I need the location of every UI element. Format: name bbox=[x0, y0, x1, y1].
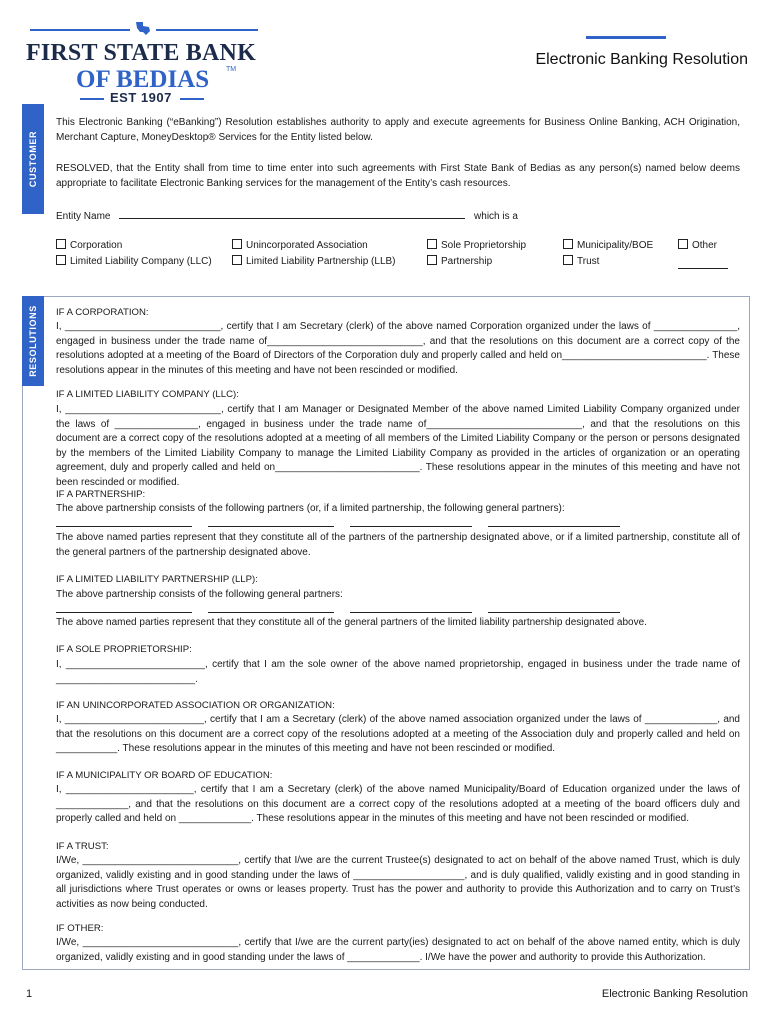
checkbox-sole-proprietorship[interactable]: Sole Proprietorship bbox=[427, 238, 526, 253]
bank-logo bbox=[22, 16, 267, 108]
page-number: 1 bbox=[26, 988, 33, 1000]
partner-field[interactable] bbox=[56, 516, 192, 527]
checkbox-square-icon bbox=[56, 255, 66, 265]
customer-tab-label: CUSTOMER bbox=[28, 130, 38, 188]
checkbox-square-icon bbox=[563, 255, 573, 265]
checkbox-unincorporated-association[interactable]: Unincorporated Association bbox=[232, 238, 368, 253]
logo-of-bedias: OF BEDIAS bbox=[76, 66, 210, 93]
checkbox-square-icon bbox=[563, 239, 573, 249]
other-type-field[interactable] bbox=[678, 258, 728, 269]
llp-intro: The above partnership consists of the following general partners: bbox=[56, 589, 343, 600]
checkbox-square-icon bbox=[427, 255, 437, 265]
partner-field[interactable] bbox=[56, 602, 192, 613]
checkbox-square-icon bbox=[56, 239, 66, 249]
association-text: I, _________________________, certify that I am a Secretary (clerk) of the above named association organized under the laws of _____________, and that the resolutions on this document are a correct copy of the resolutions adopted at a meeting of the Association duly and properly called and held on ___________. These resolutions appear in the minutes of this meeting and have not been rescinded or modified. bbox=[56, 714, 740, 755]
entity-name-field[interactable] bbox=[119, 208, 465, 219]
sole-proprietorship-heading: IF A SOLE PROPRIETORSHIP: bbox=[56, 644, 192, 655]
partner-field[interactable] bbox=[208, 516, 334, 527]
entity-name-label: Entity Name bbox=[56, 211, 111, 222]
logo-first-state-bank: FIRST STATE BANK bbox=[26, 40, 256, 66]
partnership-heading: IF A PARTNERSHIP: bbox=[56, 489, 146, 500]
logo-trademark: TM bbox=[226, 66, 237, 73]
entity-name-row bbox=[56, 208, 740, 225]
llc-heading: IF A LIMITED LIABILITY COMPANY (LLC): bbox=[56, 389, 239, 400]
which-is-a-label: which is a bbox=[474, 211, 518, 222]
partnership-text: The above named parties represent that they constitute all of the partners of the partnership designated above, or if a limited partnership, constitute all of the general partners of the partnership designated above. bbox=[56, 532, 740, 558]
resolutions-tab bbox=[22, 296, 44, 386]
texas-star-icon bbox=[134, 20, 152, 36]
resolutions-tab-label: RESOLUTIONS bbox=[28, 305, 38, 377]
trust-text: I/We, ____________________________, certify that I/we are the current Trustee(s) designated to act on behalf of the above named Trust, which is duly organized, validly existing and in good standing under the laws of ____________________, and is duly qualified, validly existing and in good standing in all jurisdictions where Trust operates or owns or leases property. Trust has the power and authority to provide this Authorization and to carry on Trust’s activities as now being conducted. bbox=[56, 855, 740, 910]
checkbox-square-icon bbox=[232, 255, 242, 265]
document-title: Electronic Banking Resolution bbox=[535, 51, 748, 68]
llp-heading: IF A LIMITED LIABILITY PARTNERSHIP (LLP): bbox=[56, 574, 258, 585]
partnership-intro: The above partnership consists of the following partners (or, if a limited partnership, the following general partners): bbox=[56, 503, 565, 514]
partner-field[interactable] bbox=[208, 602, 334, 613]
checkbox-square-icon bbox=[232, 239, 242, 249]
checkbox-llp[interactable]: Limited Liability Partnership (LLB) bbox=[232, 254, 396, 269]
sole-proprietorship-text: I, _________________________, certify that I am the sole owner of the above named proprietorship, engaged in business under the trade name of _________________________. bbox=[56, 659, 740, 685]
intro-paragraph: This Electronic Banking (“eBanking”) Resolution establishes authority to apply and execute agreements for Business Online Banking, ACH Origination, Merchant Capture, MoneyDesktop® Services for the Entity listed below. bbox=[56, 117, 740, 143]
partner-field[interactable] bbox=[488, 516, 620, 527]
checkbox-partnership[interactable]: Partnership bbox=[427, 254, 492, 269]
title-accent-bar bbox=[586, 36, 666, 39]
checkbox-municipality[interactable]: Municipality/BOE bbox=[563, 238, 653, 253]
other-text: I/We, ____________________________, certify that I/we are the current party(ies) designated to act on behalf of the above named entity, which is duly organized, validly existing and in good standing under the laws of _____________. I/We have the power and authority to provide this Authorization. bbox=[56, 937, 740, 963]
corporation-heading: IF A CORPORATION: bbox=[56, 307, 149, 318]
partner-field[interactable] bbox=[350, 602, 472, 613]
checkbox-square-icon bbox=[678, 239, 688, 249]
checkbox-trust[interactable]: Trust bbox=[563, 254, 599, 269]
checkbox-square-icon bbox=[427, 239, 437, 249]
municipality-heading: IF A MUNICIPALITY OR BOARD OF EDUCATION: bbox=[56, 770, 273, 781]
trust-heading: IF A TRUST: bbox=[56, 841, 109, 852]
llp-text: The above named parties represent that they constitute all of the general partners of the limited liability partnership designated above. bbox=[56, 617, 647, 628]
checkbox-other[interactable]: Other bbox=[678, 238, 717, 253]
checkbox-llc[interactable]: Limited Liability Company (LLC) bbox=[56, 254, 212, 269]
customer-tab bbox=[22, 104, 44, 214]
partner-field[interactable] bbox=[488, 602, 620, 613]
corporation-text: I, ____________________________, certify that I am Secretary (clerk) of the above named Corporation organized under the laws of _______________, engaged in business under the trade name of____________________________, and that the resolutions on this document are a correct copy of the resolutions adopted at a meeting of the Board of Directors of the Corporation duly and properly called and held on__________________________. These resolutions appear in the minutes of this meeting and have not been rescinded or modified. bbox=[56, 321, 740, 376]
logo-established: EST 1907 bbox=[110, 90, 172, 105]
partner-field[interactable] bbox=[350, 516, 472, 527]
association-heading: IF AN UNINCORPORATED ASSOCIATION OR ORGANIZATION: bbox=[56, 700, 335, 711]
other-heading: IF OTHER: bbox=[56, 923, 104, 934]
checkbox-corporation[interactable]: Corporation bbox=[56, 238, 122, 253]
municipality-text: I, _______________________, certify that I am a Secretary (clerk) of the above named Municipality/Board of Education organized under the laws of _____________, and that the resolutions on this document are a correct copy of the resolutions adopted at a meeting of the board officers duly and properly called and held on _____________. These resolutions appear in the minutes of this meeting and have not been rescinded or modified. bbox=[56, 784, 740, 825]
resolved-paragraph: RESOLVED, that the Entity shall from time to time enter into such agreements with First State Bank of Bedias as any person(s) named below deems appropriate to facilitate Electronic Banking services for the management of the Entity’s cash resources. bbox=[56, 163, 740, 189]
footer-title: Electronic Banking Resolution bbox=[601, 988, 748, 1000]
llc-text: I, ____________________________, certify that I am Manager or Designated Member of the above named Limited Liability Company organized under the laws of _______________, engaged in business under the trade name of____________________________, and that the resolutions on this document are a correct copy of the resolutions adopted at a meeting of all members of the Limited Liability Company or the person or persons designated by the members of the Limited Liability Company to manage the Limited Liability Company as provided in the articles of organization or an operating agreement, duly and properly called and held on__________________________. These resolutions appear in the minutes of this meeting and have not been rescinded or modified. bbox=[56, 404, 740, 488]
